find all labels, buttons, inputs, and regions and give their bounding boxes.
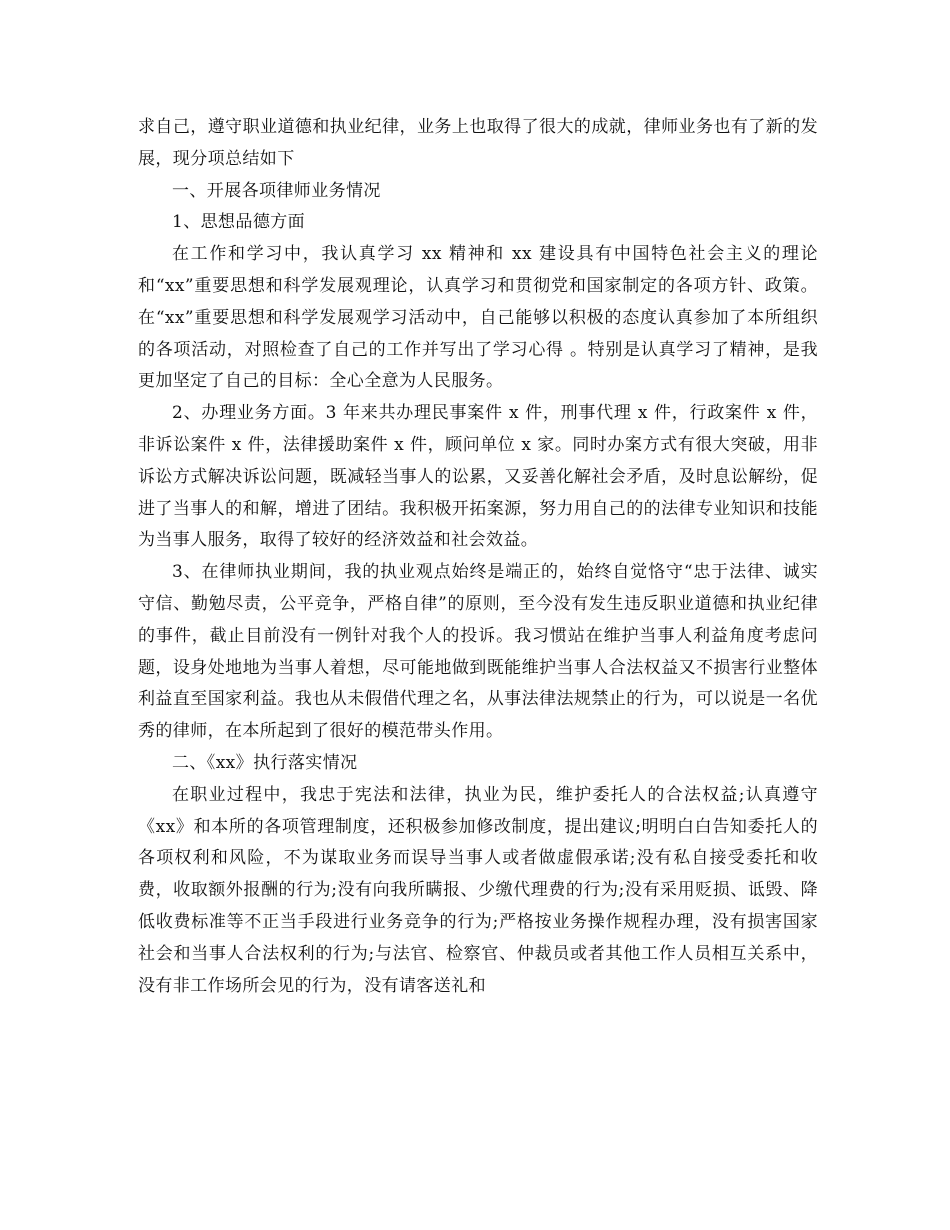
paragraph-conduct: 3、在律师执业期间，我的执业观点始终是端正的，始终自觉恪守“忠于法律、诚实守信、勤勉尽责，公平竞争，严格自律”的原则，至今没有发生违反职业道德和执业纪律的事件，截止目前没有一例针对我个人的投诉。我习惯站在维护当事人利益角度考虑问题，设身处地地为当事人着想，尽可能地做到既能维护当事人合法权益又不损害行业整体利益直至国家利益。我也从未假借代理之名，从事法律法规禁止的行为，可以说是一名优秀的律师，在本所起到了很好的模范带头作用。 — [138, 562, 818, 742]
subheading-ideology: 1、思想品德方面 — [172, 212, 306, 233]
paragraph-continuation: 求自己，遵守职业道德和执业纪律，业务上也取得了很大的成就，律师业务也有了新的发展，现分项总结如下 — [138, 117, 818, 169]
paragraph-compliance: 在职业过程中，我忠于宪法和法律，执业为民，维护委托人的合法权益;认真遵守《xx》和本所的各项管理制度，还积极参加修改制度，提出建议;明明白白告知委托人的各项权利和风险，不为谋取业务而误导当事人或者做虚假承诺;没有私自接受委托和收费，收取额外报酬的行为;没有向我所瞒报、少缴代理费的行为;没有采用贬损、诋毁、降低收费标准等不正当手段进行业务竞争的行为;严格按业务操作规程办理，没有损害国家社会和当事人合法权利的行为;与法官、检察官、仲裁员或者其他工作人员相互关系中，没有非工作场所会见的行为，没有请客送礼和 — [138, 784, 818, 996]
section-heading-implementation: 二、《xx》执行落实情况 — [172, 752, 358, 773]
document-page — [138, 112, 818, 1002]
section-heading-business: 一、开展各项律师业务情况 — [172, 180, 381, 201]
paragraph-cases: 2、办理业务方面。3 年来共办理民事案件 x 件，刑事代理 x 件，行政案件 x 件，非诉讼案件 x 件，法律援助案件 x 件，顾问单位 x 家。同时办案方式有很大突破，用非诉讼方式解决诉讼问题，既减轻当事人的讼累，又妥善化解社会矛盾，及时息讼解纷，促进了当事人的和解，增进了团结。我积极开拓案源，努力用自己的的法律专业知识和技能为当事人服务，取得了较好的经济效益和社会效益。 — [138, 403, 818, 551]
paragraph-study: 在工作和学习中，我认真学习 xx 精神和 xx 建设具有中国特色社会主义的理论和“xx”重要思想和科学发展观理论，认真学习和贯彻党和国家制定的各项方针、政策。在“xx”重要思想和科学发展观学习活动中，自己能够以积极的态度认真参加了本所组织的各项活动，对照检查了自己的工作并写出了学习心得 。特别是认真学习了精神，是我更加坚定了自己的目标：全心全意为人民服务。 — [138, 244, 818, 392]
